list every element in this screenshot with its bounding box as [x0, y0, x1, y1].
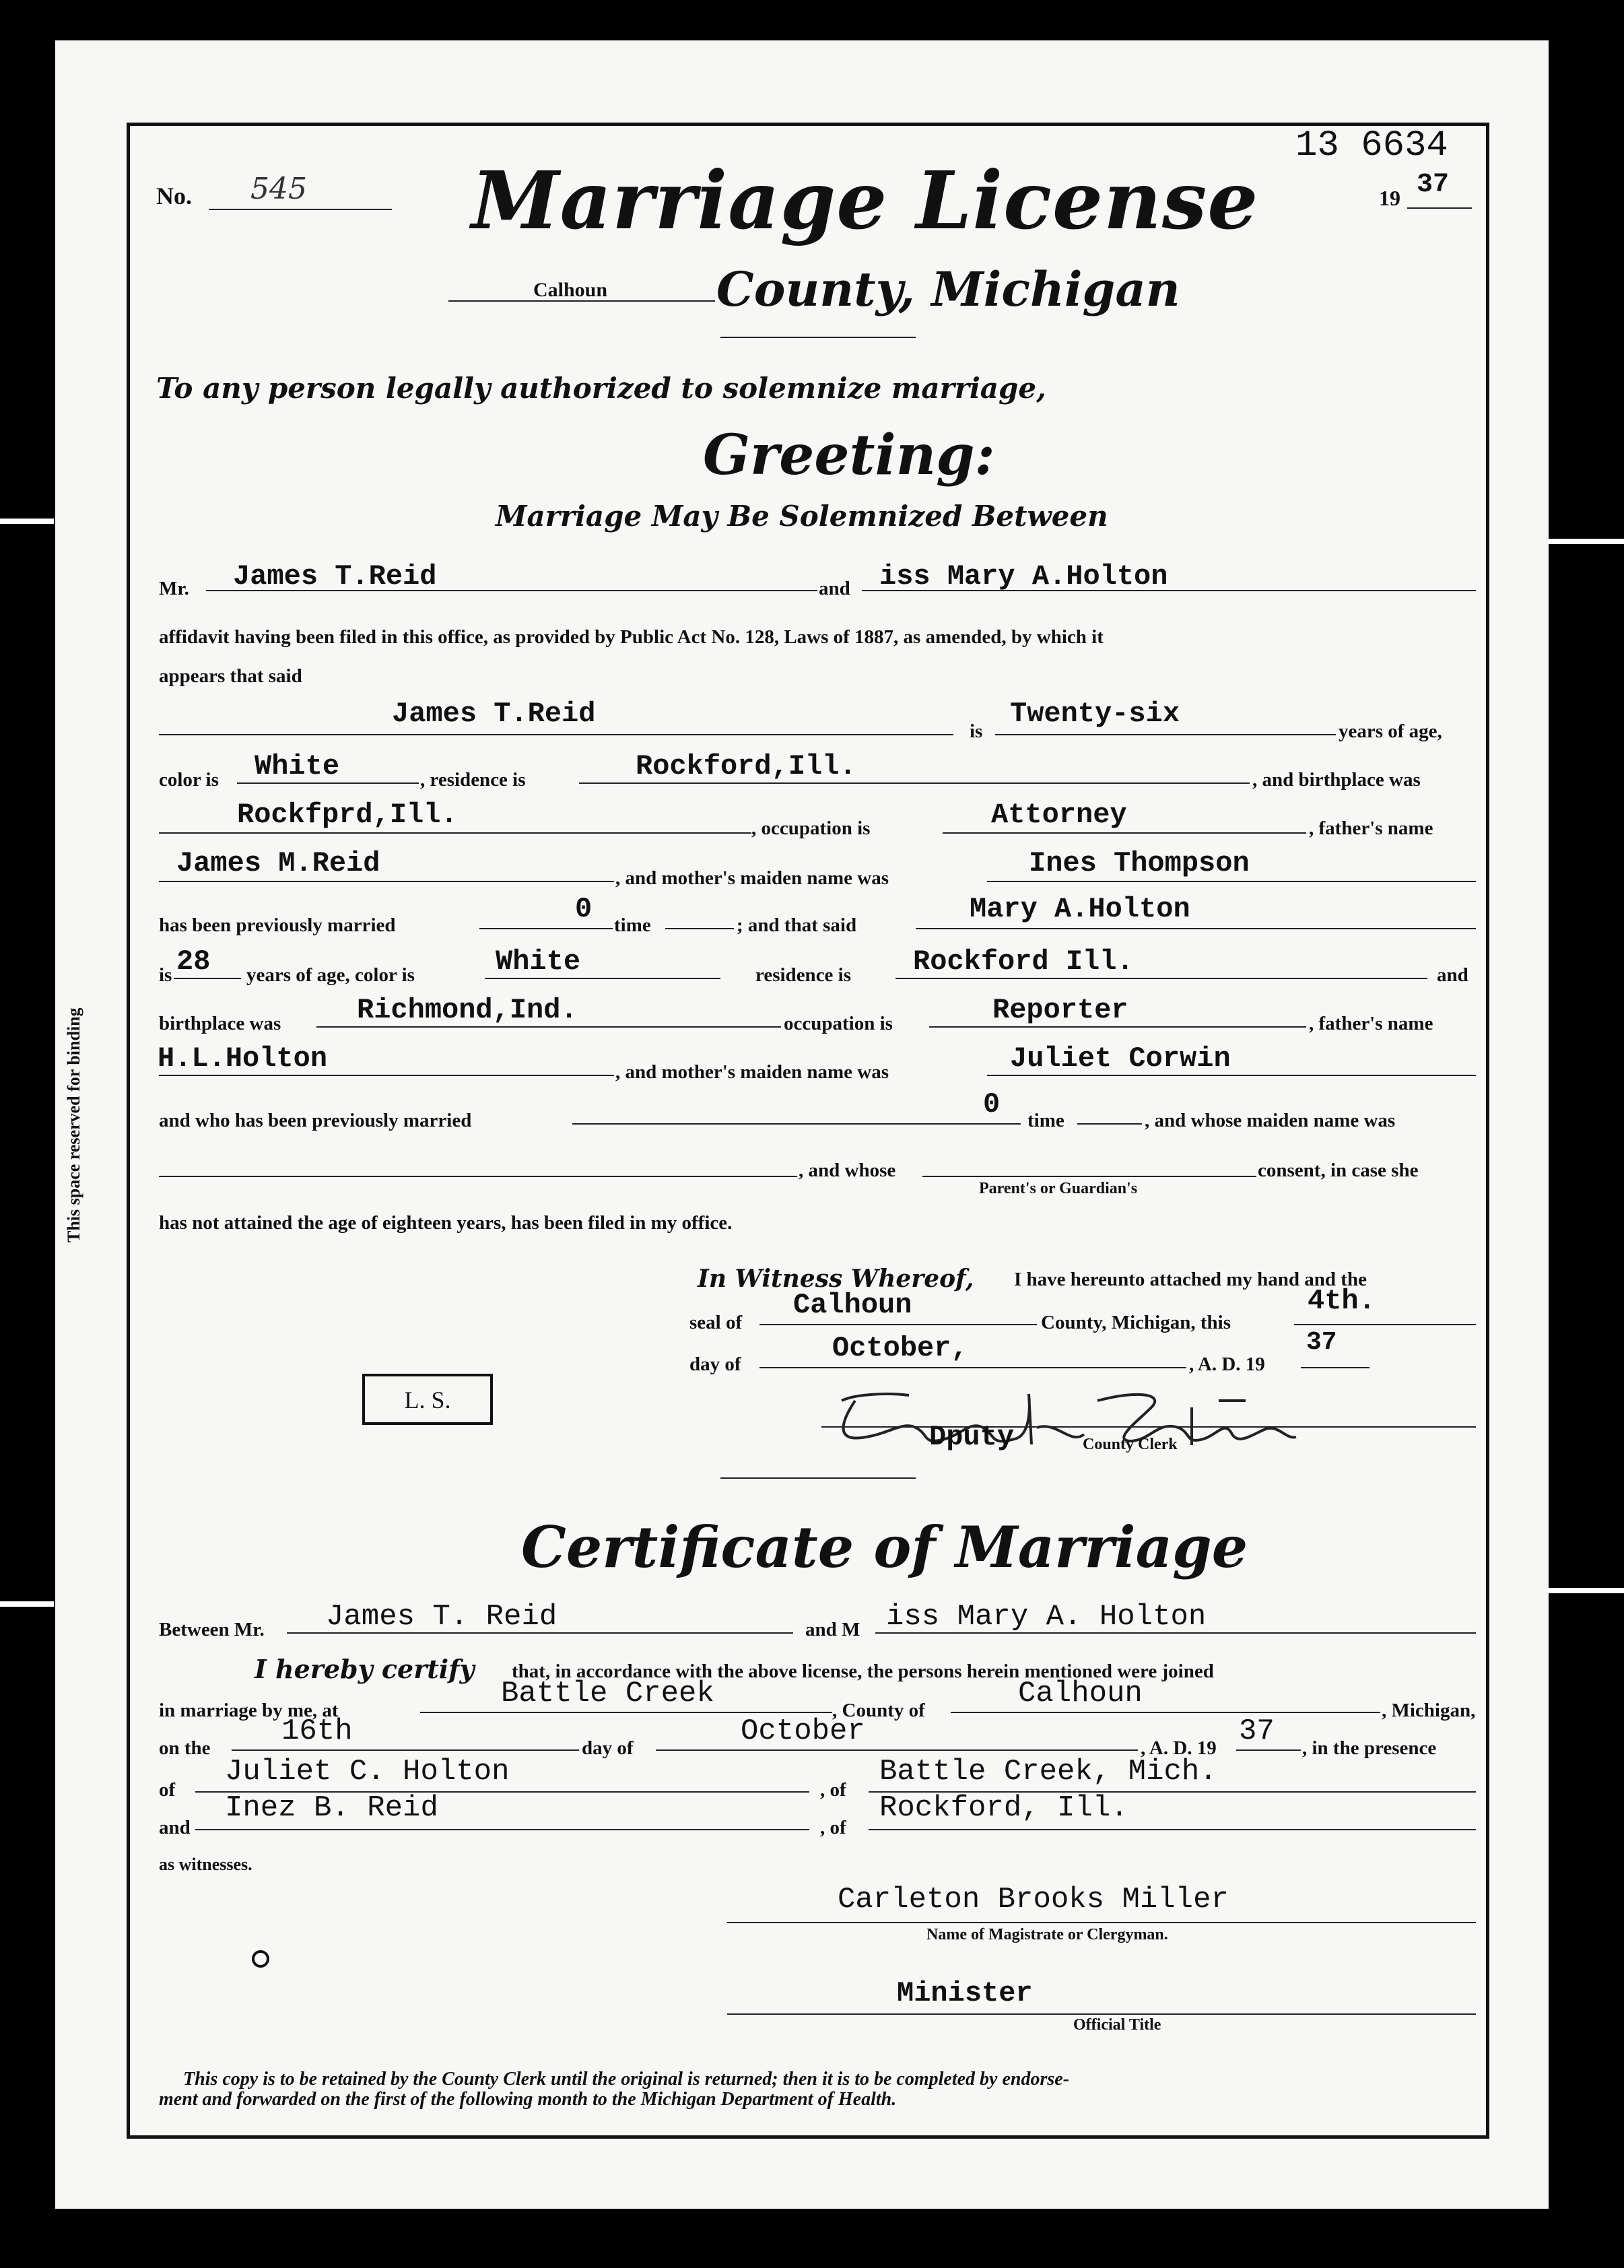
not-attained-text: has not attained the age of eighteen years, has been filed in my office.	[159, 1212, 733, 1234]
cert-ad-label: , A. D. 19	[1141, 1737, 1217, 1759]
bride-name: iss Mary A.Holton	[879, 560, 1168, 593]
groom-prev-line	[479, 928, 613, 929]
certify-label: I hereby certify	[255, 1654, 475, 1684]
groom-color-label: color is	[159, 769, 219, 791]
presence-label: , in the presence	[1302, 1737, 1437, 1759]
cert-year-line	[1236, 1749, 1301, 1751]
ls-seal-label: L. S.	[404, 1387, 451, 1413]
groom-and-said-label: ; and that said	[737, 914, 857, 936]
bride-prev-married-label: and who has been previously married	[159, 1110, 472, 1131]
cert-place-line	[420, 1712, 832, 1713]
witness-whereof-label: In Witness Whereof,	[698, 1265, 974, 1293]
bride-father-label: , father's name	[1309, 1013, 1433, 1034]
and-whose-label: , and whose	[799, 1160, 896, 1181]
groom-residence-line	[579, 782, 1250, 784]
salutation: To any person legally authorized to solemnize marriage,	[156, 372, 1046, 405]
scan-tab-left-bottom	[0, 1601, 54, 1607]
bride-years-label: years of age, color is	[246, 964, 415, 986]
groom-color: White	[255, 750, 340, 782]
cert-bride-line	[875, 1632, 1476, 1634]
groom-age-line	[995, 734, 1336, 735]
of3-label: , of	[820, 1817, 846, 1838]
bride-occupation: Reporter	[992, 994, 1128, 1026]
groom-color-line	[237, 782, 419, 784]
witness-county-line	[759, 1324, 1037, 1325]
bride-time-line	[1077, 1123, 1142, 1125]
deputy-text: Dputy	[929, 1421, 1015, 1453]
groom-mother-line	[987, 881, 1476, 882]
groom-name-repeat-line	[159, 734, 953, 735]
groom-time-line	[665, 928, 734, 929]
seal-of-label: seal of	[689, 1312, 743, 1333]
groom-occupation-label: , occupation is	[751, 818, 871, 839]
consent-label: consent, in case she	[1258, 1160, 1419, 1181]
officiant-line	[727, 1922, 1476, 1923]
witness-month: October,	[832, 1332, 968, 1364]
cert-day-line	[232, 1749, 579, 1751]
bride-line	[862, 590, 1476, 591]
clerk-caption: County Clerk	[1083, 1436, 1178, 1453]
appears-text: appears that said	[159, 665, 302, 687]
groom-residence-label: , residence is	[420, 769, 526, 791]
michigan-label: , Michigan,	[1382, 1700, 1476, 1721]
subheading: Marriage May Be Solemnized Between	[496, 500, 1108, 533]
county-of-label: , County of	[832, 1700, 925, 1721]
witness1-name: Juliet C. Holton	[225, 1755, 510, 1789]
of2-label: , of	[820, 1779, 846, 1801]
year-suffix: 37	[1417, 170, 1450, 200]
and-m-label: and M	[805, 1619, 860, 1640]
and-witness-label: and	[159, 1817, 191, 1838]
cert-month-line	[656, 1749, 1138, 1751]
bride-mother-label: , and mother's maiden name was	[615, 1061, 889, 1083]
clerk-signature-line	[821, 1426, 1476, 1428]
bride-father-line	[159, 1075, 614, 1076]
bride-maiden-line	[159, 1176, 797, 1177]
groom-prev-married-label: has been previously married	[159, 914, 396, 936]
bride-age-line	[174, 978, 241, 979]
bride-birthplace: Richmond,Ind.	[357, 994, 578, 1026]
county-underline	[720, 337, 916, 338]
witness2-name: Inez B. Reid	[225, 1791, 438, 1825]
groom-birthplace-label: , and birthplace was	[1252, 769, 1421, 791]
bride-prev-line	[572, 1123, 1021, 1125]
binding-margin-note: This space reserved for binding	[64, 1007, 83, 1242]
bride-mother: Juliet Corwin	[1010, 1042, 1231, 1075]
affidavit-text: affidavit having been filed in this office, as provided by Public Act No. 128, Laws of 1887, as amended, by which it	[159, 626, 1104, 648]
groom-name-repeat: James T.Reid	[392, 698, 596, 730]
scan-tab-left-top	[0, 519, 54, 524]
scan-tab-right-top	[1543, 539, 1624, 544]
consent-line	[922, 1176, 1256, 1177]
cert-month: October	[741, 1714, 865, 1748]
between-label: Between Mr.	[159, 1619, 265, 1640]
bride-maiden-label: , and whose maiden name was	[1145, 1110, 1396, 1131]
file-number: 13 6634	[1295, 125, 1448, 166]
witness1-place: Battle Creek, Mich.	[879, 1755, 1217, 1789]
official-title-line	[727, 2013, 1476, 2015]
witness2-place-line	[869, 1829, 1476, 1830]
cert-bride: iss Mary A. Holton	[886, 1600, 1207, 1634]
bride-residence: Rockford Ill.	[913, 945, 1134, 978]
groom-birthplace: Rockfprd,Ill.	[237, 799, 458, 831]
groom-occupation-line	[943, 832, 1306, 834]
certify-text: that, in accordance with the above license, the persons herein mentioned were joined	[512, 1661, 1214, 1682]
groom-residence: Rockford,Ill.	[636, 750, 856, 782]
clerk-signature	[815, 1380, 1299, 1455]
county-mich-label: County, Michigan, this	[1041, 1312, 1231, 1333]
license-number-value: 545	[250, 172, 307, 206]
bride-name-repeat-line	[916, 928, 1476, 929]
bride-father: H.L.Holton	[158, 1042, 328, 1075]
greeting-heading: Greeting:	[703, 423, 995, 488]
cert-groom-line	[287, 1632, 793, 1634]
scan-tab-right-bottom	[1543, 1588, 1624, 1593]
bride-occupation-label: occupation is	[784, 1013, 893, 1034]
cert-county-line	[951, 1712, 1380, 1713]
groom-mother-label: , and mother's maiden name was	[615, 867, 889, 889]
bride-and-label: and	[1437, 964, 1468, 986]
cert-day: 16th	[281, 1714, 353, 1748]
year-line	[1407, 207, 1472, 209]
bride-color: White	[496, 945, 581, 978]
groom-father-line	[159, 881, 614, 882]
witness2-line	[195, 1829, 809, 1830]
bride-occupation-line	[929, 1026, 1306, 1028]
officiant-name: Carleton Brooks Miller	[838, 1883, 1229, 1916]
witness-month-line	[759, 1367, 1186, 1368]
groom-mother: Ines Thompson	[1029, 847, 1250, 879]
license-title: Marriage License	[471, 154, 1259, 247]
groom-years-label: years of age,	[1339, 721, 1442, 742]
footer-line-1: This copy is to be retained by the County Clerk until the original is returned; then it is to be completed by endorse-	[183, 2069, 1070, 2090]
parent-guardian-caption: Parent's or Guardian's	[979, 1180, 1138, 1197]
groom-age: Twenty-six	[1010, 698, 1180, 730]
groom-prev-married: 0	[575, 893, 593, 925]
bride-is-label: is	[159, 964, 172, 986]
in-marriage-label: in marriage by me, at	[159, 1700, 339, 1721]
witness-day: 4th.	[1308, 1285, 1376, 1317]
bride-birthplace-line	[316, 1026, 781, 1028]
groom-father: James M.Reid	[176, 847, 380, 879]
official-title-caption: Official Title	[1073, 2016, 1161, 2034]
county-name: Calhoun	[533, 279, 608, 301]
bride-age: 28	[176, 945, 211, 978]
bride-residence-line	[895, 978, 1427, 979]
license-number-label: No.	[156, 182, 192, 209]
witness-day-line	[1294, 1324, 1476, 1325]
bride-birthplace-label: birthplace was	[159, 1013, 281, 1034]
county-heading: County, Michigan	[716, 261, 1180, 317]
bride-residence-label: residence is	[755, 964, 852, 986]
witness-county: Calhoun	[793, 1289, 912, 1321]
license-number-line	[209, 209, 392, 210]
cert-day-of-label: day of	[582, 1737, 634, 1759]
of-label: of	[159, 1779, 176, 1801]
officiant-title: Minister	[897, 1977, 1033, 2009]
officiant-caption: Name of Magistrate or Clergyman.	[926, 1926, 1168, 1943]
witness-year: 37	[1306, 1328, 1337, 1357]
groom-is-label: is	[970, 721, 983, 742]
circle-mark	[252, 1950, 269, 1968]
bride-mother-line	[987, 1075, 1476, 1076]
day-of-label: day of	[689, 1354, 741, 1375]
witness2-place: Rockford, Ill.	[879, 1791, 1128, 1825]
certificate-title: Certificate of Marriage	[521, 1514, 1248, 1580]
hereunto-text: I have hereunto attached my hand and the	[1014, 1269, 1367, 1290]
footer-line-2: ment and forwarded on the first of the following month to the Michigan Department of Health.	[159, 2089, 897, 2110]
mr-label: Mr.	[159, 578, 189, 599]
cert-groom: James T. Reid	[326, 1600, 557, 1634]
groom-time-label: time	[614, 914, 651, 936]
year-prefix: 19	[1379, 186, 1400, 210]
as-witnesses-label: as witnesses.	[159, 1855, 252, 1874]
bride-name-repeat: Mary A.Holton	[970, 893, 1190, 925]
section-divider	[720, 1477, 916, 1479]
cert-place: Battle Creek	[501, 1677, 714, 1710]
groom-father-label: , father's name	[1309, 818, 1433, 839]
groom-name: James T.Reid	[233, 560, 437, 593]
and-label: and	[819, 578, 850, 599]
groom-occupation: Attorney	[991, 799, 1127, 831]
on-the-label: on the	[159, 1737, 211, 1759]
bride-time-label: time	[1027, 1110, 1064, 1131]
groom-line	[206, 590, 817, 591]
cert-county: Calhoun	[1018, 1677, 1143, 1710]
cert-year: 37	[1239, 1714, 1275, 1748]
witness-year-line	[1301, 1367, 1369, 1368]
bride-prev-married: 0	[983, 1088, 1001, 1121]
groom-birthplace-line	[159, 832, 751, 834]
bride-color-line	[485, 978, 720, 979]
witness-ad-label: , A. D. 19	[1189, 1354, 1265, 1375]
